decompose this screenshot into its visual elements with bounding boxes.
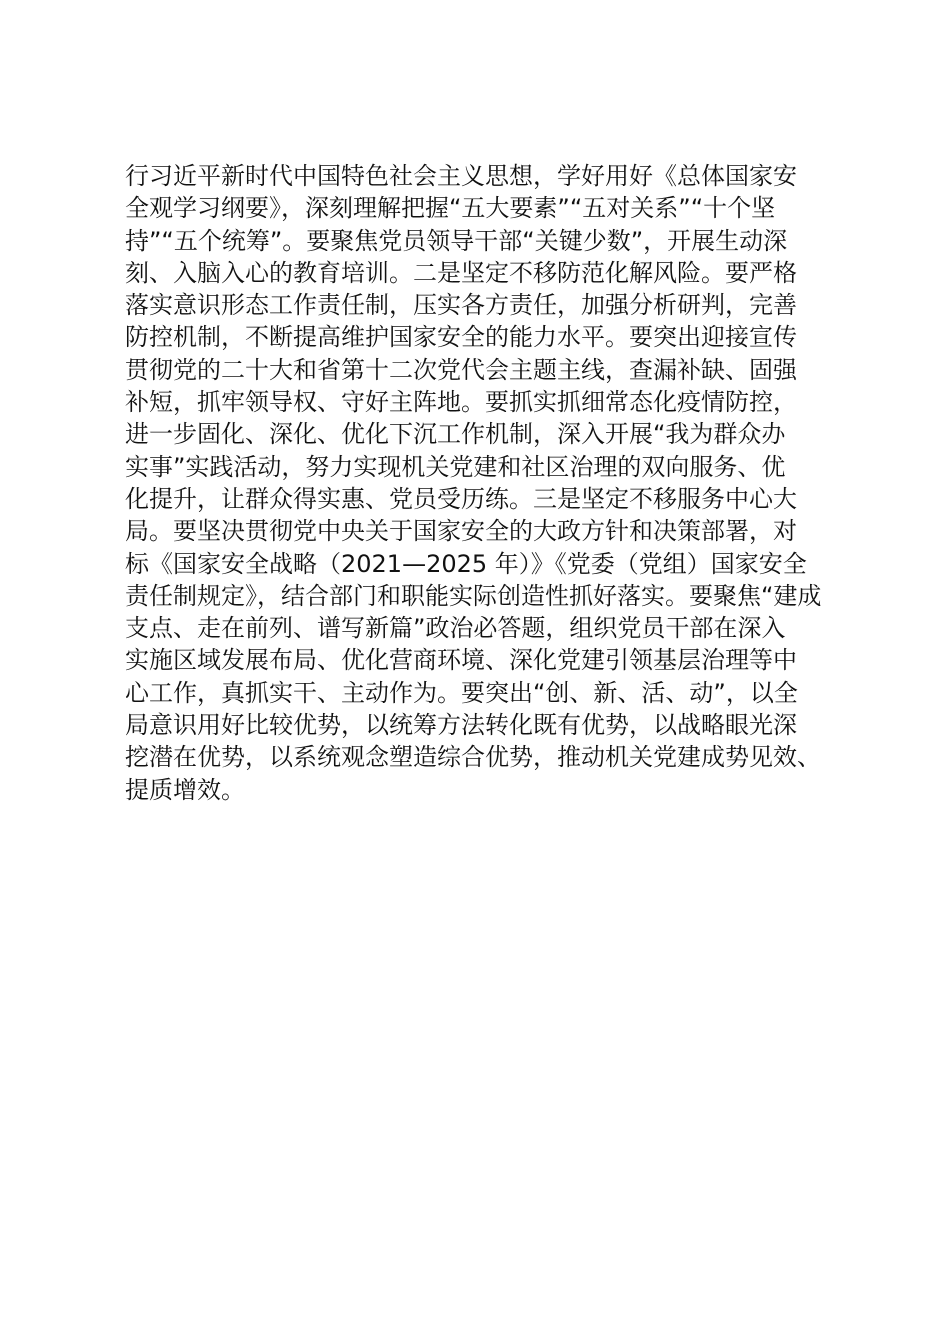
text-line: 实事”实践活动，努力实现机关党建和社区治理的双向服务、优 (125, 452, 786, 481)
text-line: 进一步固化、深化、优化下沉工作机制，深入开展“我为群众办 (125, 420, 786, 449)
text-line: 补短，抓牢领导权、守好主阵地。要抓实抓细常态化疫情防控， (125, 388, 797, 417)
text-line: 提质增效。 (125, 775, 245, 804)
body-paragraph (125, 160, 855, 806)
text-line: 实施区域发展布局、优化营商环境、深化党建引领基层治理等中 (125, 646, 797, 675)
text-line: 防控机制，不断提高维护国家安全的能力水平。要突出迎接宣传 (125, 323, 797, 352)
text-line: 挖潜在优势，以系统观念塑造综合优势，推动机关党建成势见效、 (125, 743, 821, 772)
text-line: 局。要坚决贯彻党中央关于国家安全的大政方针和决策部署，对 (125, 517, 797, 546)
text-line: 化提升，让群众得实惠、党员受历练。三是坚定不移服务中心大 (125, 484, 797, 513)
text-line: 全观学习纲要》，深刻理解把握“五大要素”“五对关系”“十个坚 (125, 194, 776, 223)
text-line: 局意识用好比较优势，以统筹方法转化既有优势，以战略眼光深 (125, 711, 797, 740)
text-line: 落实意识形态工作责任制，压实各方责任，加强分析研判，完善 (125, 291, 797, 320)
text-line: 刻、入脑入心的教育培训。二是坚定不移防范化解风险。要严格 (125, 258, 797, 287)
text-line: 贯彻党的二十大和省第十二次党代会主题主线，查漏补缺、固强 (125, 355, 797, 384)
text-line: 心工作，真抓实干、主动作为。要突出“创、新、活、动”，以全 (125, 678, 798, 707)
text-line: 支点、走在前列、谱写新篇”政治必答题，组织党员干部在深入 (125, 614, 786, 643)
text-line: 持”“五个统筹”。要聚焦党员领导干部“关键少数”，开展生动深 (125, 226, 788, 255)
text-line: 行习近平新时代中国特色社会主义思想，学好用好《总体国家安 (125, 162, 797, 190)
text-line: 责任制规定》，结合部门和职能实际创造性抓好落实。要聚焦“建成 (125, 581, 822, 610)
text-line: 标《国家安全战略（2021—2025 年）》《党委（党组）国家安全 (125, 549, 807, 578)
